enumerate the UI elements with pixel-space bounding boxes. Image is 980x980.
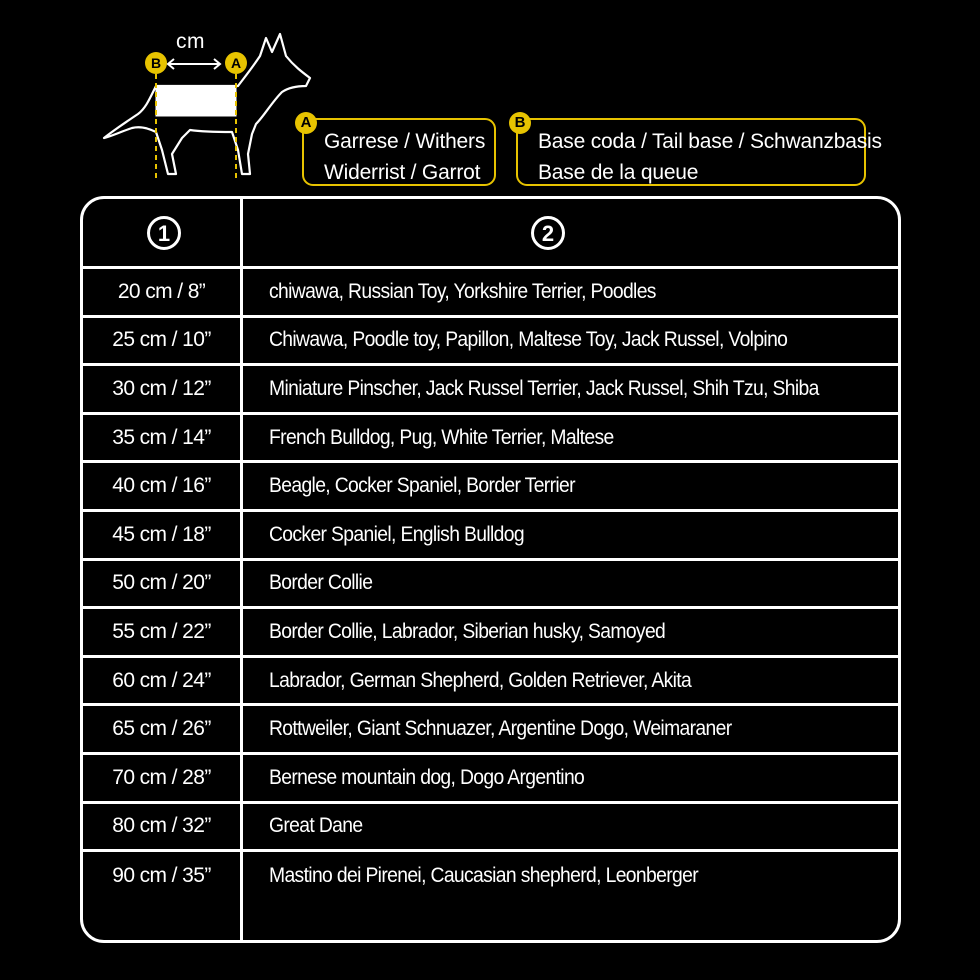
breeds-cell: Bernese mountain dog, Dogo Argentino: [269, 765, 585, 789]
size-cell: 45 cm / 18”: [112, 522, 211, 546]
legend-b-line2: Base de la queue: [538, 161, 699, 184]
table-row: [83, 706, 898, 755]
breeds-cell: Great Dane: [269, 814, 363, 838]
size-cell: 30 cm / 12”: [112, 376, 211, 400]
legend-withers: [300, 114, 496, 186]
table-row: [83, 658, 898, 707]
breeds-cell: Border Collie, Labrador, Siberian husky, Samoyed: [269, 619, 666, 643]
legend-b-line1: Base coda / Tail base / Schwanzbasis: [538, 130, 882, 153]
table-row: [83, 804, 898, 853]
table-header: [83, 199, 898, 269]
breeds-cell: French Bulldog, Pug, White Terrier, Maltese: [269, 425, 614, 449]
size-cell: 35 cm / 14”: [112, 425, 211, 449]
size-cell: 40 cm / 16”: [112, 474, 211, 498]
size-cell: 60 cm / 24”: [112, 668, 211, 692]
size-cell: 25 cm / 10”: [112, 328, 211, 352]
breeds-cell: chiwawa, Russian Toy, Yorkshire Terrier, Poodles: [269, 279, 656, 303]
table-row: [83, 852, 898, 901]
legend-a-line2: Widerrist / Garrot: [324, 161, 481, 184]
table-row: [83, 463, 898, 512]
legend-a-line1: Garrese / Withers: [324, 130, 486, 153]
marker-a-label: A: [230, 55, 242, 71]
breeds-cell: Border Collie: [269, 571, 373, 595]
size-cell: 20 cm / 8”: [117, 279, 206, 303]
table-row: [83, 269, 898, 318]
column-2-number: 2: [531, 216, 565, 250]
size-cell: 55 cm / 22”: [112, 619, 211, 643]
size-cell: 90 cm / 35”: [112, 864, 211, 888]
breeds-cell: Mastino dei Pirenei, Caucasian shepherd, Leonberger: [269, 864, 698, 888]
breeds-cell: Beagle, Cocker Spaniel, Border Terrier: [269, 474, 575, 498]
legend-tail-base: [514, 114, 882, 186]
table-row: [83, 755, 898, 804]
legend-b-badge: B: [509, 112, 531, 134]
legend-a-badge: A: [295, 112, 317, 134]
table-row: [83, 366, 898, 415]
size-cell: 70 cm / 28”: [112, 765, 211, 789]
column-1-number: 1: [147, 216, 181, 250]
size-table: [80, 196, 901, 943]
size-cell: 80 cm / 32”: [112, 814, 211, 838]
table-row: [83, 561, 898, 610]
size-cell: 65 cm / 26”: [112, 717, 211, 741]
breeds-cell: Chiwawa, Poodle toy, Papillon, Maltese Toy, Jack Russel, Volpino: [269, 328, 788, 352]
size-cell: 50 cm / 20”: [112, 571, 211, 595]
marker-b-label: B: [150, 55, 162, 71]
table-row: [83, 609, 898, 658]
breeds-cell: Labrador, German Shepherd, Golden Retriever, Akita: [269, 668, 692, 692]
breeds-cell: Cocker Spaniel, English Bulldog: [269, 522, 524, 546]
table-row: [83, 318, 898, 367]
breeds-cell: Rottweiler, Giant Schnuazer, Argentine Dogo, Weimaraner: [269, 717, 732, 741]
table-row: [83, 415, 898, 464]
table-row: [83, 512, 898, 561]
dog-silhouette-icon: [92, 28, 322, 190]
unit-label: cm: [176, 30, 205, 53]
dog-measurement-figure: [92, 28, 322, 190]
breeds-cell: Miniature Pinscher, Jack Russel Terrier, Jack Russel, Shih Tzu, Shiba: [269, 376, 819, 400]
table-rows: [83, 269, 898, 901]
